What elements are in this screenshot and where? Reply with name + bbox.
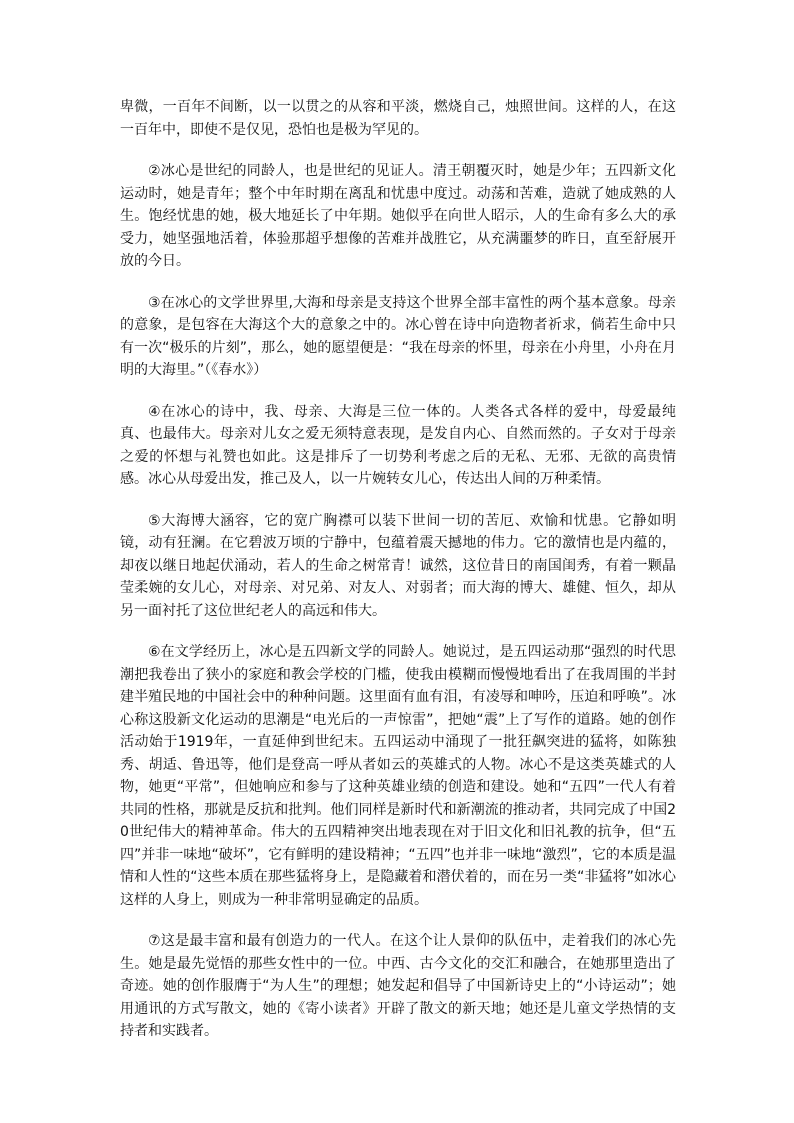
paragraph-6: ⑥在文学经历上，冰心是五四新文学的同龄人。她说过，是五四运动那“强烈的时代思潮把我卷出了狭小的家庭和教会学校的门槛，使我由模糊而慢慢地看出了在我周围的半封建半殖民地的中国社会中的种种问题。这里面有血有泪，有凌辱和呻吟，压迫和呼唤”。冰心称这股新文化运动的思潮是“电光后的一声惊雷”，把她“震”上了写作的道路。她的创作活动始于1919年，一直延伸到世纪末。五四运动中涌现了一批狂飙突进的猛将，如陈独秀、胡适、鲁迅等，他们是登高一呼从者如云的英雄式的人物。冰心不是这类英雄式的人物，她更“平常”，但她响应和参与了这种英雄业绩的创造和建设。她和“五四”一代人有着共同的性格，那就是反抗和批判。他们同样是新时代和新潮流的推动者，共同完成了中国20世纪伟大的精神革命。伟大的五四精神突出地表现在对于旧文化和旧礼教的抗争，但“五四”并非一味地“破坏”，它有鲜明的建设精神；“五四”也并非一味地“激烈”，它的本质是温情和人性的“这些本质在那些猛将身上，是隐藏着和潜伏着的，而在另一类“非猛将”如冰心这样的人身上，则成为一种非常明显确定的品质。 <box>120 644 676 908</box>
paragraph-4: ④在冰心的诗中，我、母亲、大海是三位一体的。人类各式各样的爱中，母爱最纯真、也最伟大。母亲对儿女之爱无须特意表现，是发自内心、自然而然的。子女对于母亲之爱的怀想与礼赞也如此。这是排斥了一切势利考虑之后的无私、无邪、无欲的高贵情感。冰心从母爱出发，推己及人，以一片婉转女儿心，传达出人间的万种柔情。 <box>120 403 676 487</box>
document-page <box>120 96 676 1062</box>
paragraph-continuation: 卑微，一百年不间断，以一以贯之的从容和平淡，燃烧自己，烛照世间。这样的人，在这一百年中，即使不是仅见，恐怕也是极为罕见的。 <box>120 99 676 138</box>
paragraph-5: ⑤大海博大涵容，它的宽广胸襟可以装下世间一切的苦厄、欢愉和忧患。它静如明镜，动有狂澜。在它碧波万顷的宁静中，包蕴着震天撼地的伟力。它的激情也是内蕴的，却夜以继日地起伏涌动，若人的生命之树常青！诚然，这位昔日的南国闺秀，有着一颗晶莹柔婉的女儿心，对母亲、对兄弟、对友人、对弱者；而大海的博大、雄健、恒久，却从另一面衬托了这位世纪老人的高远和伟大。 <box>120 512 676 619</box>
paragraph-3: ③在冰心的文学世界里,大海和母亲是支持这个世界全部丰富性的两个基本意象。母亲的意象，是包容在大海这个大的意象之中的。冰心曾在诗中向造物者祈求，倘若生命中只有一次“极乐的片刻”，那么，她的愿望便是：“我在母亲的怀里，母亲在小舟里，小舟在月明的大海里。”（《春水》） <box>120 294 676 378</box>
paragraph-2: ②冰心是世纪的同龄人，也是世纪的见证人。清王朝覆灭时，她是少年；五四新文化运动时，她是青年；整个中年时期在离乱和忧患中度过。动荡和苦难，造就了她成熟的人生。饱经忧患的她，极大地延长了中年期。她似乎在向世人昭示，人的生命有多么大的承受力，她坚强地活着，体验那超乎想像的苦难并战胜它，从充满噩梦的昨日，直至舒展开放的今日。 <box>120 163 676 269</box>
paragraph-7: ⑦这是最丰富和最有创造力的一代人。在这个让人景仰的队伍中，走着我们的冰心先生。她是最先觉悟的那些女性中的一位。中西、古今文化的交汇和融合，在她那里造出了奇迹。她的创作服膺于“为人生”的理想；她发起和倡导了中国新诗史上的“小诗运动”；她用通讯的方式写散文，她的《寄小读者》开辟了散文的新天地；她还是儿童文学热情的支持者和实践者。 <box>120 933 676 1039</box>
